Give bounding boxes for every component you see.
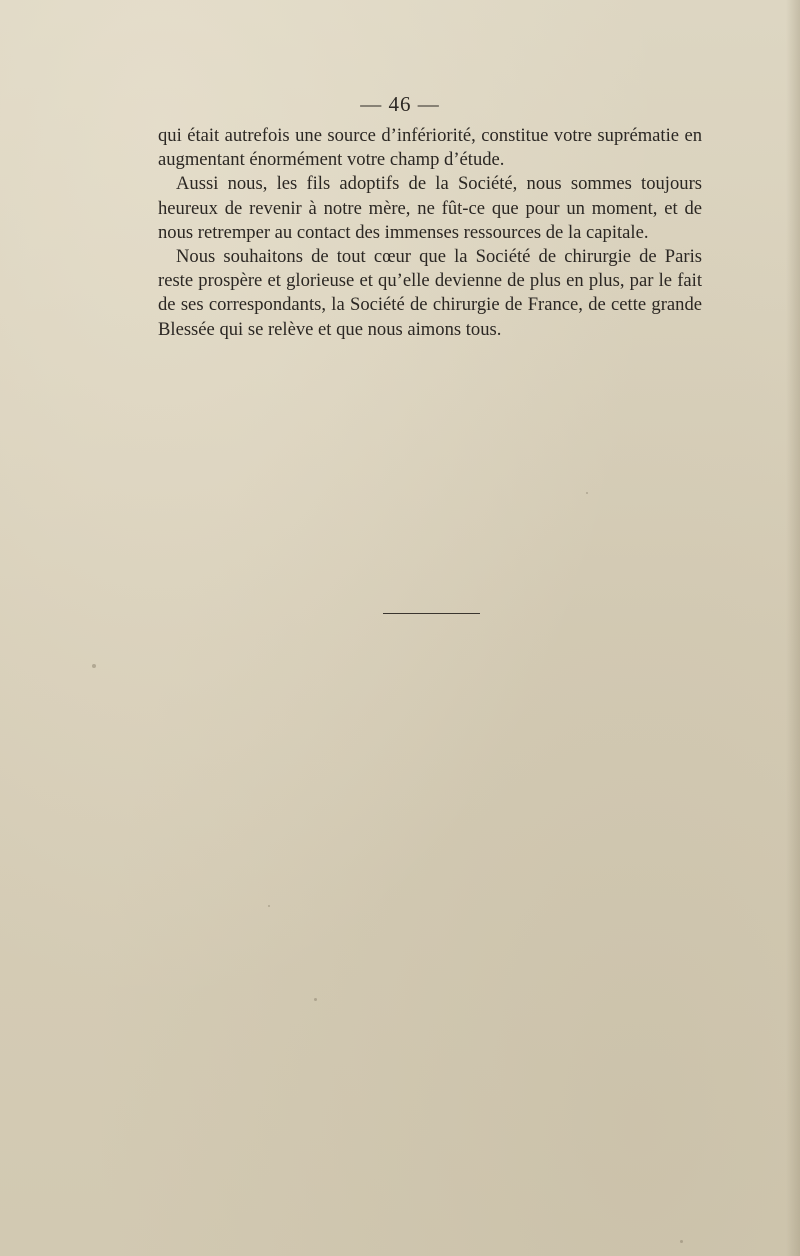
paper-speck xyxy=(268,905,270,907)
paragraph: Nous souhaitons de tout cœur que la Société de chirurgie de Paris reste prospère et glorieuse et qu’elle devienne de plus en plus, par le fait de ses correspondants, la Société de chirurgie de France, de cette grande Blessée qui se relève et que nous aimons tous. xyxy=(158,246,702,340)
paper-speck xyxy=(586,492,588,494)
body-text xyxy=(158,124,702,342)
paragraph: qui était autrefois une source d’infériorité, constitue votre suprématie en augmentant énormément votre champ d’étude. xyxy=(158,125,702,171)
paper-speck xyxy=(680,1240,683,1243)
page-number: — 46 — xyxy=(360,92,440,116)
paper-speck xyxy=(314,998,317,1001)
paper-speck xyxy=(92,664,96,668)
section-end-rule xyxy=(383,613,480,614)
page-edge-shadow xyxy=(786,0,800,1256)
paragraph: Aussi nous, les fils adoptifs de la Société, nous sommes toujours heureux de revenir à notre mère, ne fût-ce que pour un moment, et de nous retremper au contact des immenses ressources de la capitale. xyxy=(158,173,702,243)
